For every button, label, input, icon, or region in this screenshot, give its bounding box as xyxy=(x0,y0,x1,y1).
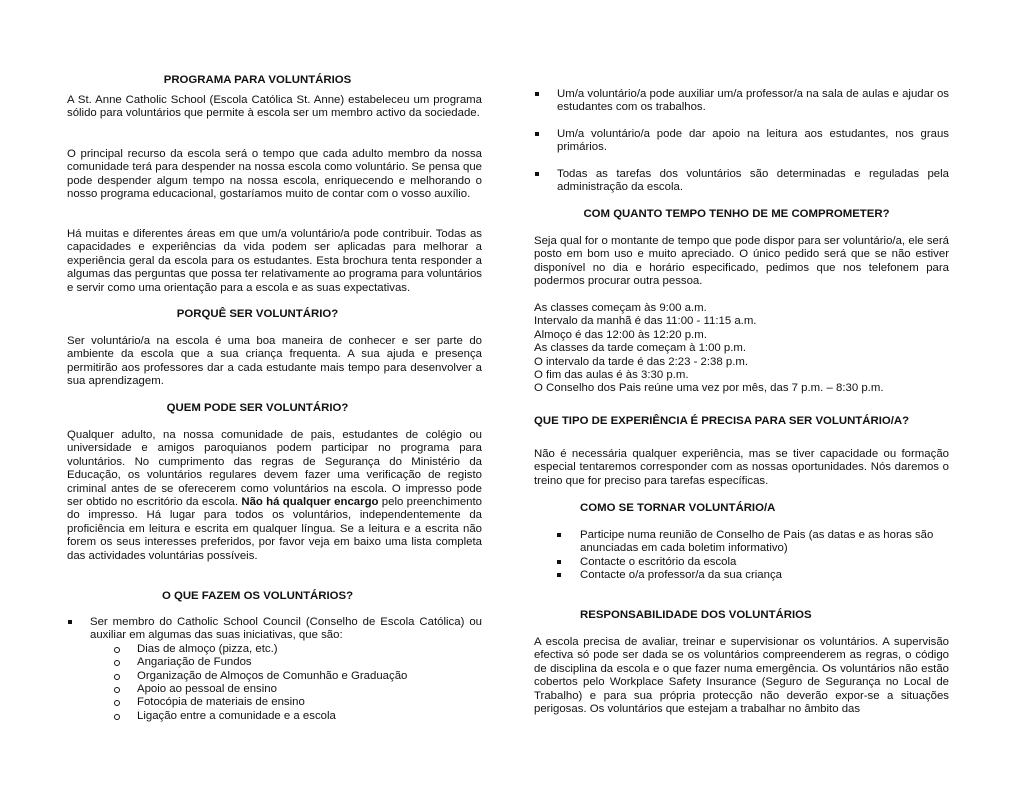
who-text-part2: pelo preenchimento do impresso. Há lugar para todos os voluntários, independentemente da proficiência em leitura e escrita em qualquer língua. Se a leitura e a escrita não forem os seus interesses preferidos, por favor veja em baixo uma lista completa das actividades voluntárias possíveis. xyxy=(67,496,482,562)
how-heading: COMO SE TORNAR VOLUNTÁRIO/A xyxy=(580,502,776,514)
responsibility-paragraph: A escola precisa de avaliar, treinar e supervisionar os voluntários. A supervisão efectiva só pode ser dada se os voluntários compreenderem as regras, o código de disciplina da escola e o que fazer numa emergência. Os voluntários não estão cobertos pelo Workplace Safety Insurance (Seguro de Segurança no Local de Trabalho) e para sua própria protecção não deverão expor-se a situações perigosas. Os voluntários que estejam a trabalhar no âmbito das xyxy=(534,636,949,716)
who-paragraph xyxy=(67,429,482,563)
council-subitems xyxy=(67,643,482,723)
list-item: Angariação de Fundos xyxy=(114,656,482,669)
time-paragraph: Seja qual for o montante de tempo que pode dispor para ser voluntário/a, ele será posto em bom uso e muito apreciado. O único pedido será que se não estiver disponível no dia e horário especificado, pedimos que nos telefonem para podermos procurar outra pessoa. xyxy=(534,235,949,288)
list-item: Todas as tarefas dos voluntários são determinadas e reguladas pela administração da escola. xyxy=(534,168,949,195)
schedule-list xyxy=(534,302,949,396)
responsibility-heading: RESPONSABILIDADE DOS VOLUNTÁRIOS xyxy=(580,609,812,621)
list-item xyxy=(67,616,482,643)
why-paragraph: Ser voluntário/a na escola é uma boa maneira de conhecer e ser parte do ambiente da escola que a sua criança frequenta. A sua ajuda e presença permitirão aos professores dar a cada estudante mais tempo para desenvolver a sua aprendizagem. xyxy=(67,335,482,388)
areas-paragraph: Há muitas e diferentes áreas em que um/a voluntário/a pode contribuir. Todas as capacidades e experiências da vida podem ser aplicadas para melhorar a experiência geral da escola para os estudantes. Esta brochura tenta responder a algumas das perguntas que possa ter relativamente ao programa para voluntários e servir como uma orientação para a escola e as suas expectativas. xyxy=(67,228,482,294)
experience-heading: QUE TIPO DE EXPERIÊNCIA É PRECISA PARA SER VOLUNTÁRIO/A? xyxy=(534,415,910,427)
program-title: PROGRAMA PARA VOLUNTÁRIOS xyxy=(163,74,352,86)
list-item: Contacte o/a professor/a da sua criança xyxy=(557,569,949,582)
time-heading: COM QUANTO TEMPO TENHO DE ME COMPROMETER? xyxy=(583,208,890,220)
experience-paragraph: Não é necessária qualquer experiência, mas se tiver capacidade ou formação especial tentaremos corresponder com as nossas oportunidades. Nós daremos o treino que for preciso para tarefas específicas. xyxy=(534,448,949,487)
list-item: Um/a voluntário/a pode auxiliar um/a professor/a na sala de aulas e ajudar os estudantes com os trabalhos. xyxy=(534,88,949,115)
schedule-line: Intervalo da manhã é das 11:00 - 11:15 a.m. xyxy=(534,315,757,328)
schedule-line: As classes da tarde começam à 1:00 p.m. xyxy=(534,342,747,355)
no-charge-emphasis: Não há qualquer encargo xyxy=(241,496,379,509)
why-heading: PORQUÊ SER VOLUNTÁRIO? xyxy=(176,308,339,320)
schedule-line: O intervalo da tarde é das 2:23 - 2:38 p.m. xyxy=(534,355,749,368)
list-item: Dias de almoço (pizza, etc.) xyxy=(114,643,482,656)
list-item: Organização de Almoços de Comunhão e Graduação xyxy=(114,670,482,683)
how-list xyxy=(534,529,949,583)
resource-paragraph: O principal recurso da escola será o tempo que cada adulto membro da nossa comunidade terá para despender na nossa escola como voluntário. Se pensa que pode despender algum tempo na nossa escola, enriquecendo e melhorando o nosso programa educacional, gostaríamos muito de contar com o vosso auxílio. xyxy=(67,148,482,201)
volunteer-bullets xyxy=(534,88,949,115)
schedule-line: O Conselho dos Pais reúne uma vez por mês, das 7 p.m. – 8:30 p.m. xyxy=(534,382,884,395)
list-item: Contacte o escritório da escola xyxy=(557,556,949,569)
council-item: Ser membro do Catholic School Council (Conselho de Escola Católica) ou auxiliar em algumas das suas iniciativas, que são: xyxy=(90,616,482,642)
schedule-line: Almoço é das 12:00 às 12:20 p.m. xyxy=(534,328,707,341)
list-item: Participe numa reunião de Conselho de Pais (as datas e as horas são anunciadas em cada boletim informativo) xyxy=(557,529,949,556)
list-item: Apoio ao pessoal de ensino xyxy=(114,683,482,696)
what-heading: O QUE FAZEM OS VOLUNTÁRIOS? xyxy=(161,590,354,602)
who-text-part1: Qualquer adulto, na nossa comunidade de pais, estudantes de colégio ou universidade e amigos paroquianos podem participar no programa para voluntários. No cumprimento das regras de Segurança do Ministério da Educação, os voluntários regulares devem fazer uma verificação de registo criminal antes de se oferecerem como voluntários na escola. O impresso pode ser obtido no escritório da escola. xyxy=(67,429,482,509)
list-item: Ligação entre a comunidade e a escola xyxy=(114,710,482,723)
what-list xyxy=(67,616,482,723)
who-heading: QUEM PODE SER VOLUNTÁRIO? xyxy=(166,402,349,414)
schedule-line: O fim das aulas é às 3:30 p.m. xyxy=(534,369,689,382)
schedule-line: As classes começam às 9:00 a.m. xyxy=(534,302,707,314)
intro-paragraph: A St. Anne Catholic School (Escola Católica St. Anne) estabeleceu um programa sólido para voluntários que permite à escola ser um membro activo da sociedade. xyxy=(67,94,482,120)
list-item: Fotocópia de materiais de ensino xyxy=(114,696,482,709)
list-item: Um/a voluntário/a pode dar apoio na leitura aos estudantes, nos graus primários. xyxy=(534,128,949,155)
